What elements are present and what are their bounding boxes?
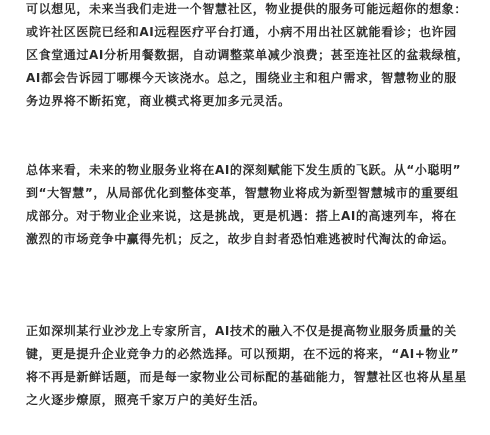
paragraph-line: 可以想见，未来当我们走进一个智慧社区，物业提供的服务可能远超你的想象： (26, 2, 468, 16)
paragraph-line: 总体来看，未来的物业服务业将在AI的深刻赋能下发生质的飞跃。从“小聪明” (26, 163, 462, 177)
paragraph-line: 激烈的市场竞争中赢得先机；反之，故步自封者恐怕难逃被时代淘汰的命运。 (26, 232, 455, 246)
paragraph-line: 区食堂通过AI分析用餐数据，自动调整菜单减少浪费；甚至连社区的盆栽绿植， (26, 48, 470, 62)
paragraph-line: AI都会告诉园丁哪棵今天该浇水。总之，围绕业主和租户需求，智慧物业的服 (26, 71, 457, 85)
paragraph-line: 或许社区医院已经和AI远程医疗平台打通，小病不用出社区就能看诊；也许园 (26, 25, 457, 39)
paragraph-line: 正如深圳某行业沙龙上专家所言，AI技术的融入不仅是提高物业服务质量的关 (26, 324, 457, 338)
paragraph-3 (26, 320, 478, 412)
paragraph-line: 务边界将不断拓宽，商业模式将更加多元灵活。 (26, 94, 291, 108)
paragraph-line: 键，更是提升企业竞争力的必然选择。可以预期，在不远的将来，“AI+物业” (26, 347, 460, 361)
paragraph-line: 成部分。对于物业企业来说，这是挑战，更是机遇：搭上AI的高速列车，将在 (26, 209, 457, 223)
paragraph-line: 将不再是新鲜话题，而是每一家物业公司标配的基础能力，智慧社区也将从星星 (26, 370, 468, 384)
paragraph-line: 到“大智慧”，从局部优化到整体变革，智慧物业将成为新型智慧城市的重要组 (26, 186, 459, 200)
paragraph-1 (26, 0, 478, 113)
paragraph-line: 之火逐步燎原，照亮千家万户的美好生活。 (26, 393, 266, 407)
paragraph-2 (26, 159, 478, 251)
